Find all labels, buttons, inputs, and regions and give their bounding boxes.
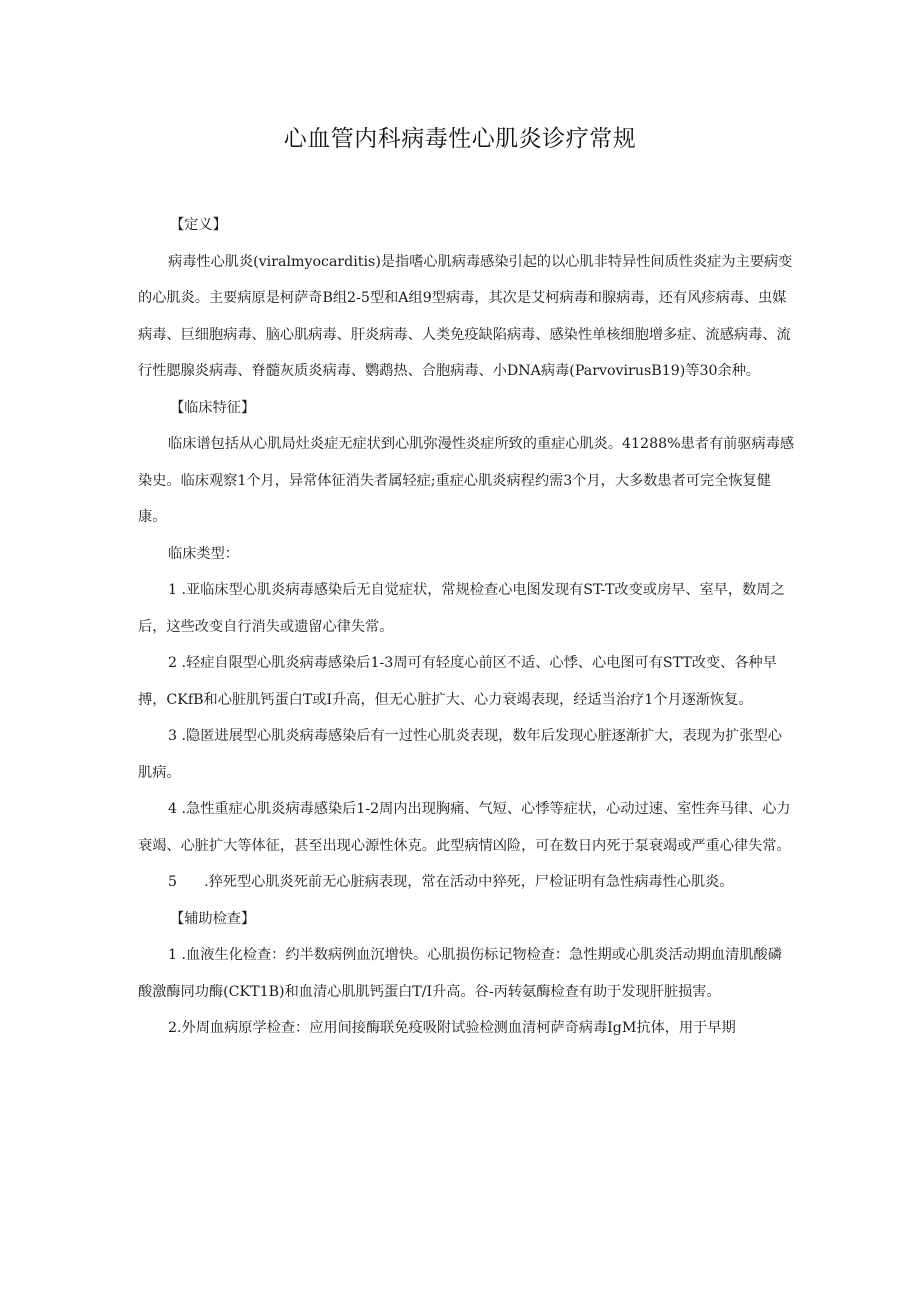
list-item-type-2: 2 .轻症自限型心肌炎病毒感染后1-3周可有轻度心前区不适、心悸、心电图可有STT改变、各种早搏，CKfB和心脏肌钙蛋白T或I升高，但无心脏扩大、心力衰竭表现，经适当治疗1个月逐渐恢复。 (138, 655, 777, 708)
list-item-type-5: 5 .猝死型心肌炎死前无心脏病表现，常在活动中猝死，尸检证明有急性病毒性心肌炎。 (168, 874, 734, 890)
page-title: 心血管内科病毒性心肌炎诊疗常规 (283, 126, 637, 152)
list-item-exam-1: 1 .血液生化检查：约半数病例血沉增快。心肌损伤标记物检查：急性期或心肌炎活动期血清肌酸磷酸激酶同功酶(CKT1B)和血清心肌肌钙蛋白T/I升高。谷-丙转氨酶检查有助于发现肝脏损害。 (138, 947, 782, 1000)
list-item-type-3: 3 .隐匿进展型心肌炎病毒感染后有一过性心肌炎表现，数年后发现心脏逐渐扩大，表现为扩张型心肌病。 (138, 728, 782, 781)
list-item-type-1: 1 .亚临床型心肌炎病毒感染后无自觉症状，常规检查心电图发现有ST-T改变或房早、室早，数周之后，这些改变自行消失或遗留心律失常。 (138, 582, 785, 635)
paragraph-clinical-types-label: 临床类型： (168, 545, 239, 562)
document-body (138, 207, 796, 1047)
paragraph-definition: 病毒性心肌炎(viralmyocarditis)是指嗜心肌病毒感染引起的以心肌非特异性间质性炎症为主要病变的心肌炎。主要病原是柯萨奇B组2-5型和A组9型病毒，其次是艾柯病毒和腺病毒，还有风疹病毒、虫媒病毒、巨细胞病毒、脑心肌病毒、肝炎病毒、人类免疫缺陷病毒、感染性单核细胞增多症、流感病毒、流行性腮腺炎病毒、脊髓灰质炎病毒、鹦鹉热、合胞病毒、小DNA病毒(ParvovirusB19)等30余种。 (138, 253, 793, 379)
section-heading-clinical-features: 【临床特征】 (170, 399, 256, 416)
section-heading-definition: 【定义】 (170, 217, 227, 233)
paragraph-clinical-spectrum: 临床谱包括从心肌局灶炎症无症状到心肌弥漫性炎症所致的重症心肌炎。41288%患者有前驱病毒感染史。临床观察1个月，异常体征消失者属轻症;重症心肌炎病程约需3个月，大多数患者可完全恢复健康。 (138, 436, 795, 525)
list-item-type-4: 4 .急性重症心肌炎病毒感染后1-2周内出现胸痛、气短、心悸等症状，心动过速、室性奔马律、心力衰竭、心脏扩大等体征，甚至出现心源性休克。此型病情凶险，可在数日内死于泵衰竭或严重心律失常。 (138, 801, 791, 854)
section-heading-auxiliary-exams: 【辅助检查】 (170, 910, 256, 927)
list-item-exam-2: 2.外周血病原学检查：应用间接酶联免疫吸附试验检测血清柯萨奇病毒IgM抗体，用于早期 (168, 1020, 736, 1036)
